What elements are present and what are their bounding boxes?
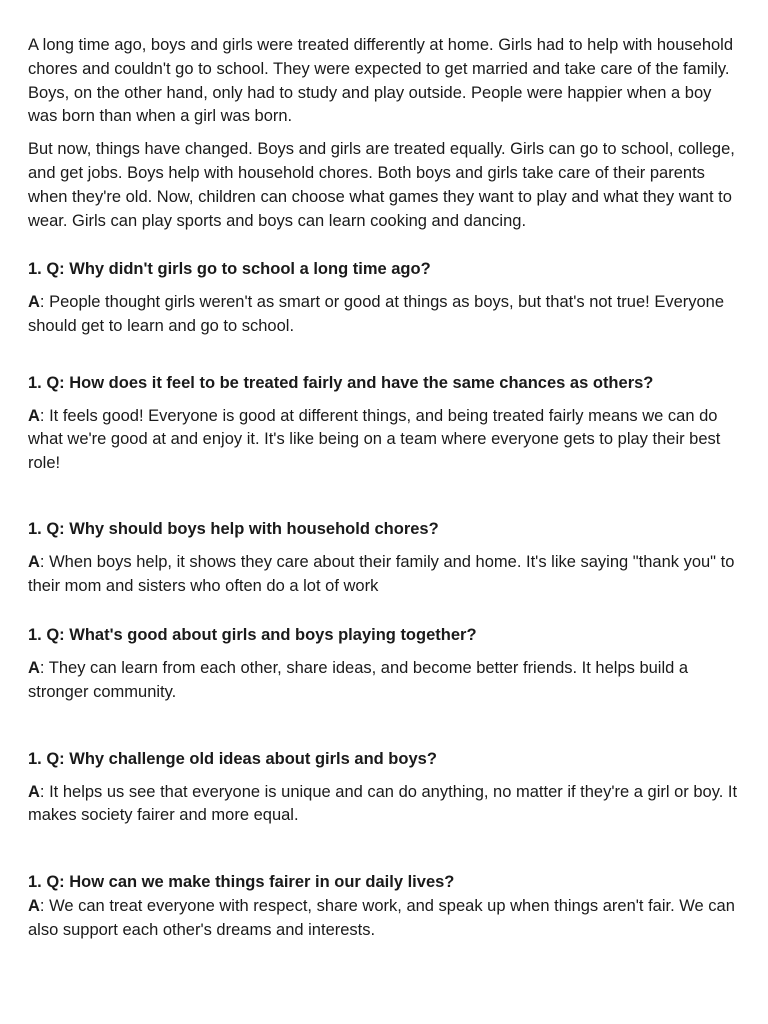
qa-item: [28, 871, 740, 942]
answer-text: [28, 405, 740, 476]
answer-body: : It feels good! Everyone is good at different things, and being treated fairly means we can do what we're good at and enjoy it. It's like being on a team where everyone gets to play their best role!: [28, 406, 721, 473]
intro-paragraph: A long time ago, boys and girls were treated differently at home. Girls had to help with household chores and couldn't go to school. They were expected to get married and take care of the family. Boys, on the other hand, only had to study and play outside. People were happier when a boy was born than when a girl was born.: [28, 36, 734, 126]
answer-label: A: [28, 782, 40, 801]
answer-body: : They can learn from each other, share ideas, and become better friends. It helps build a stronger community.: [28, 659, 689, 701]
qa-item: [28, 518, 740, 598]
answer-body: : People thought girls weren't as smart or good at things as boys, but that's not true! Everyone should get to learn and go to school.: [28, 293, 725, 335]
question-text: 1. Q: How can we make things fairer in our daily lives?: [28, 873, 455, 892]
answer-label: A: [28, 896, 40, 915]
answer-body: : When boys help, it shows they care about their family and home. It's like saying "thank you" to their mom and sisters who often do a lot of work: [28, 552, 735, 595]
question-text: 1. Q: Why challenge old ideas about girls and boys?: [28, 749, 437, 768]
answer-text: [28, 291, 740, 339]
answer-text: [28, 781, 740, 829]
qa-item: [28, 748, 740, 828]
question-text: 1. Q: What's good about girls and boys playing together?: [28, 626, 477, 645]
question-text: 1. Q: How does it feel to be treated fairly and have the same chances as others?: [28, 373, 654, 392]
qa-item: [28, 258, 740, 338]
answer-text: [28, 657, 740, 705]
answer-body: : It helps us see that everyone is unique and can do anything, no matter if they're a girl or boy. It makes society fairer and more equal.: [28, 782, 738, 825]
answer-text: [28, 551, 740, 599]
intro-paragraph: But now, things have changed. Boys and girls are treated equally. Girls can go to school, college, and get jobs. Boys help with household chores. Both boys and girls take care of their parents when they're old. Now, children can choose what games they want to play and what they want to wear. Girls can play sports and boys can learn cooking and dancing.: [28, 140, 735, 230]
answer-label: A: [28, 293, 40, 312]
answer-label: A: [28, 552, 40, 571]
answer-label: A: [28, 406, 40, 425]
qa-item: [28, 624, 740, 704]
qa-item: [28, 372, 740, 476]
answer-body: : We can treat everyone with respect, share work, and speak up when things aren't fair. We can also support each other's dreams and interests.: [28, 896, 735, 939]
answer-text: [28, 895, 740, 943]
question-text: 1. Q: Why should boys help with household chores?: [28, 519, 439, 538]
question-text: 1. Q: Why didn't girls go to school a long time ago?: [28, 260, 431, 279]
answer-label: A: [28, 659, 40, 678]
